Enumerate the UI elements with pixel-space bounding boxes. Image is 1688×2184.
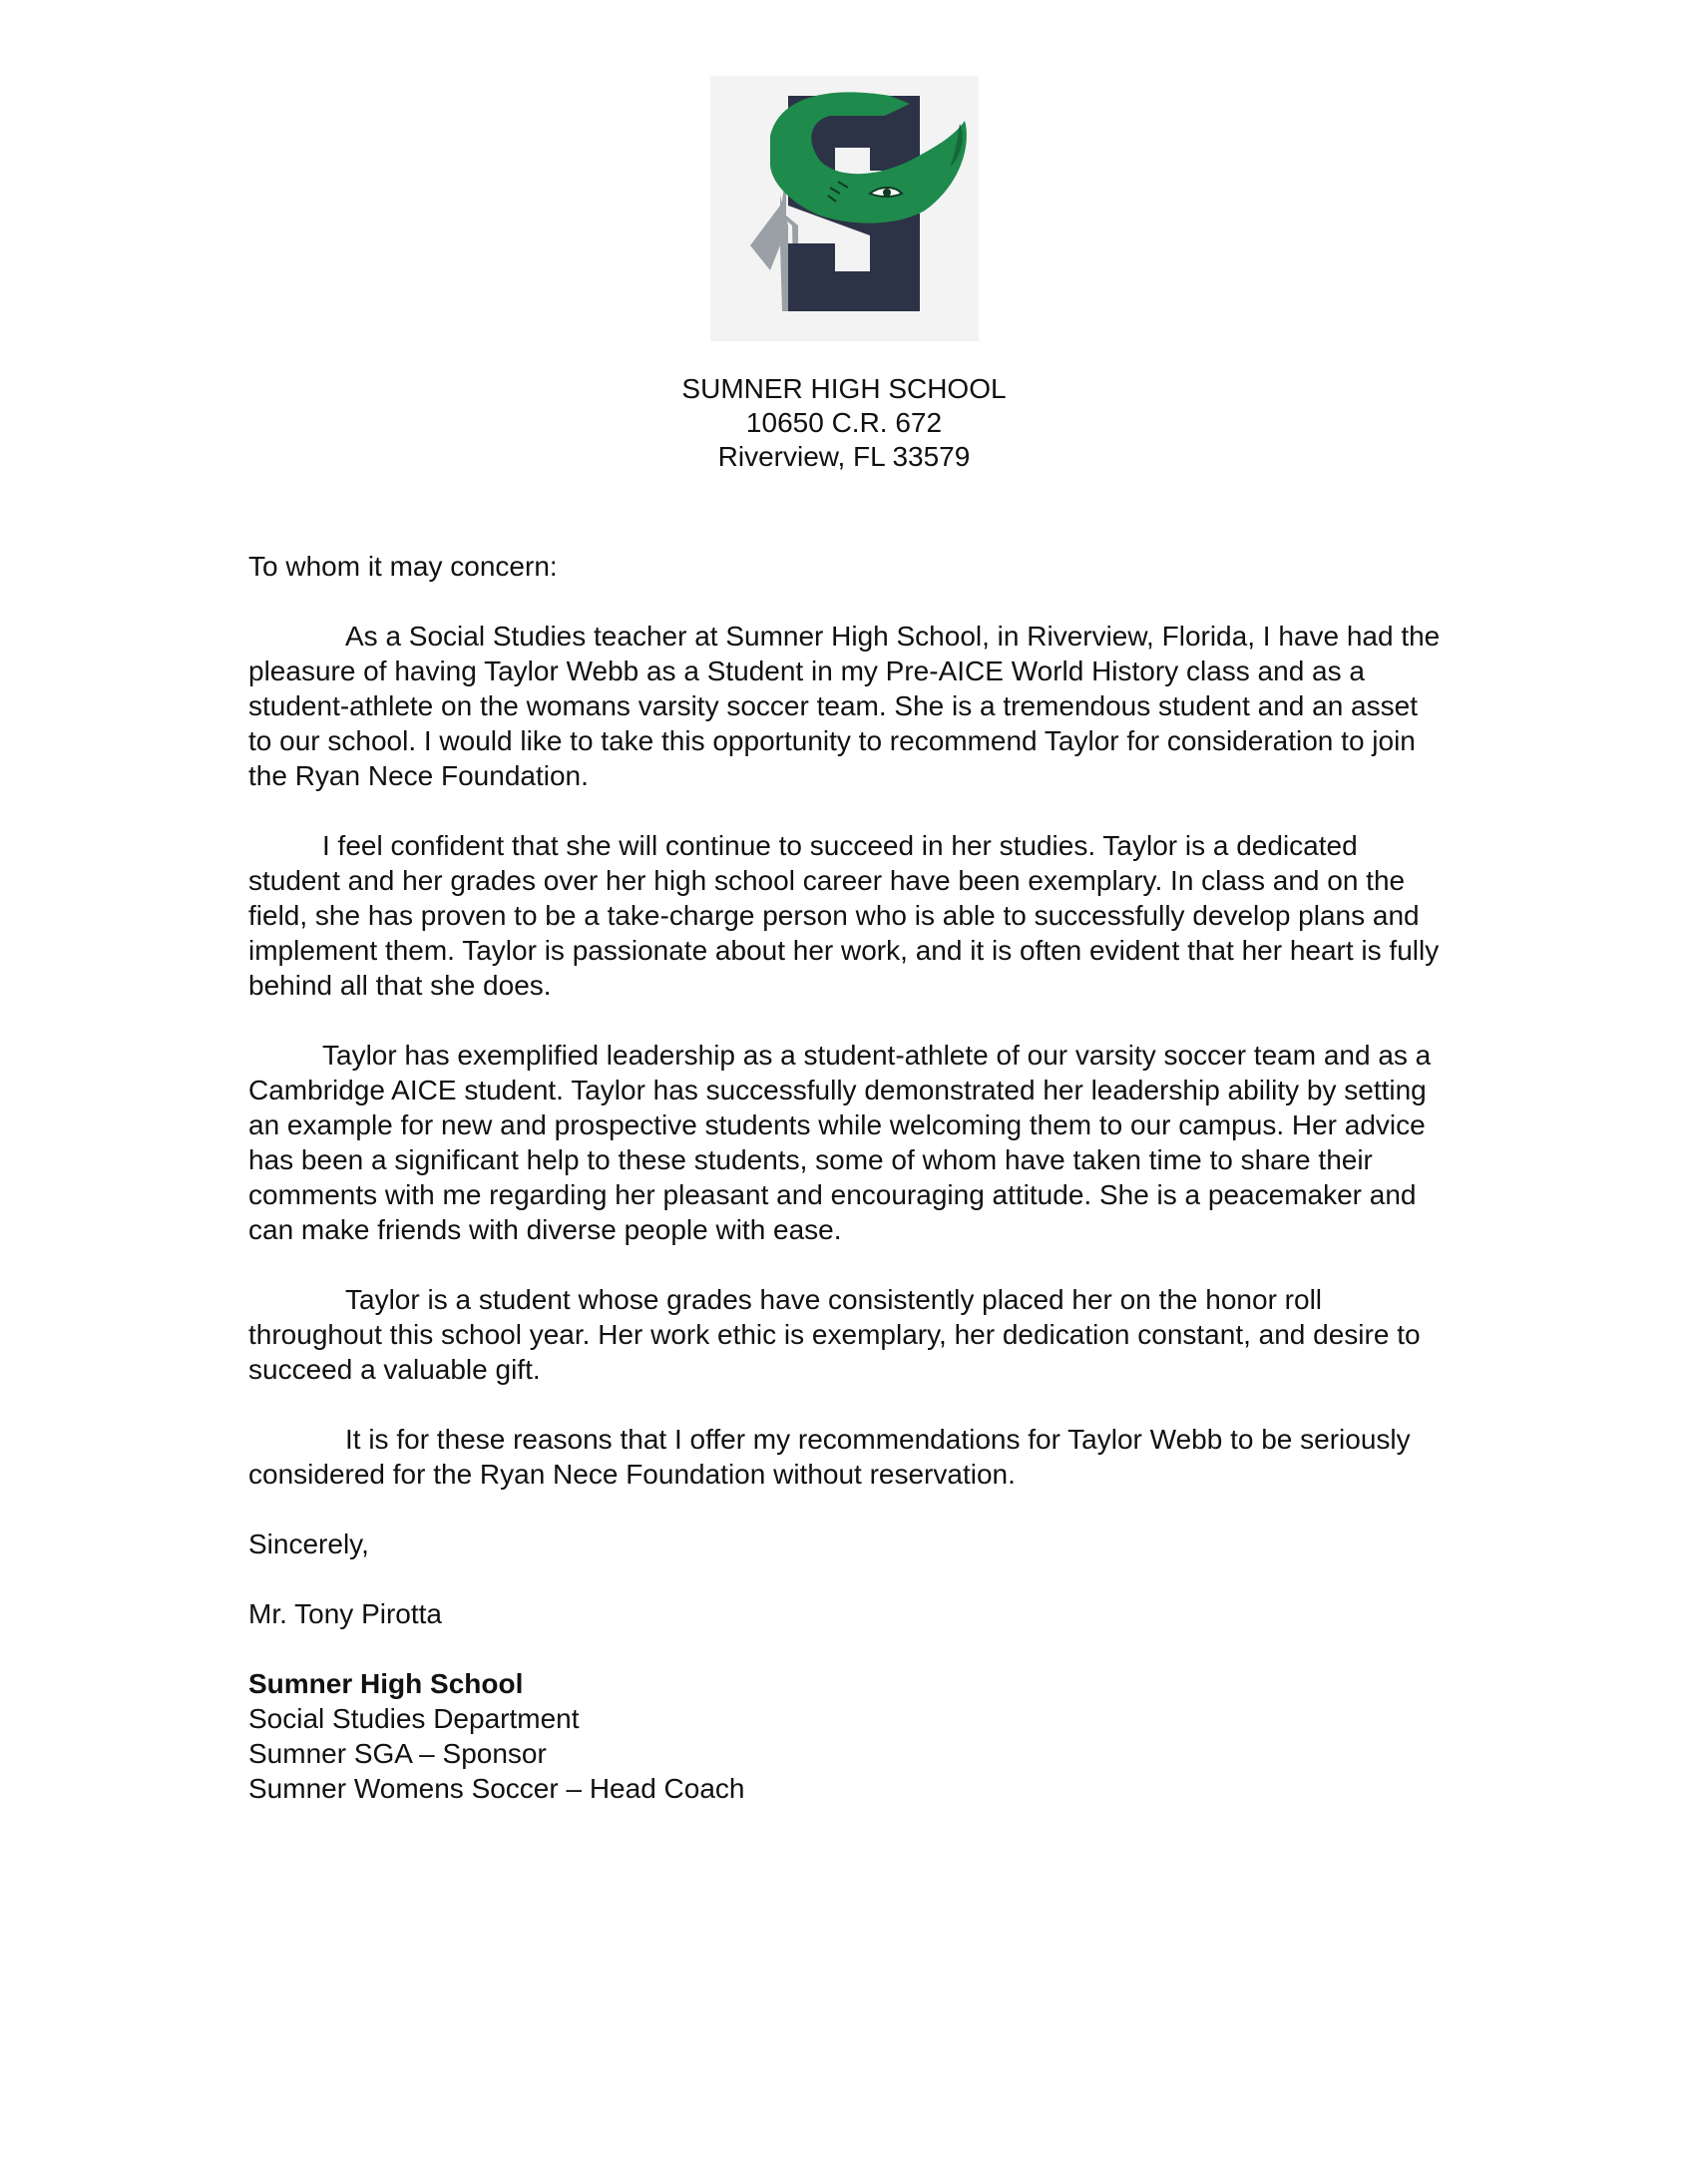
signature-line-department: Social Studies Department: [248, 1703, 580, 1734]
school-address: 10650 C.R. 672: [745, 407, 943, 438]
school-logo: [710, 76, 979, 341]
letter-body: [248, 549, 1446, 1806]
letterhead: [0, 372, 1688, 474]
closing: Sincerely,: [248, 1529, 369, 1559]
salutation: To whom it may concern:: [248, 551, 558, 582]
paragraph-3: Taylor has exemplified leadership as a student-athlete of our varsity soccer team and as a Cambridge AICE student. Taylor has successfully demonstrated her leadership ability by setting an example for new and prospective students while welcoming them to our campus. Her advice has been a significant help to these students, some of whom have taken time to share their comments with me regarding her pleasant and encouraging attitude. She is a peacemaker and can make friends with diverse people with ease.: [248, 1040, 1432, 1245]
paragraph-5: It is for these reasons that I offer my recommendations for Taylor Webb to be seriously considered for the Ryan Nece Foundation without reservation.: [248, 1424, 1411, 1490]
school-s-logo-icon: [710, 76, 979, 341]
signer-name: Mr. Tony Pirotta: [248, 1598, 443, 1629]
school-city: Riverview, FL 33579: [717, 441, 971, 472]
signature-line-coach: Sumner Womens Soccer – Head Coach: [248, 1773, 745, 1804]
paragraph-2: I feel confident that she will continue to succeed in her studies. Taylor is a dedicated student and her grades over her high school career have been exemplary. In class and on the field, she has proven to be a take-charge person who is able to successfully develop plans and implement them. Taylor is passionate about her work, and it is often evident that her heart is fully behind all that she does.: [248, 830, 1440, 1001]
paragraph-4: Taylor is a student whose grades have consistently placed her on the honor roll throughout this school year. Her work ethic is exemplary, her dedication constant, and desire to succeed a valuable gift.: [248, 1284, 1421, 1385]
paragraph-1: As a Social Studies teacher at Sumner High School, in Riverview, Florida, I have had the pleasure of having Taylor Webb as a Student in my Pre-AICE World History class and as a student-athlete on the womans varsity soccer team. She is a tremendous student and an asset to our school. I would like to take this opportunity to recommend Taylor for consideration to join the Ryan Nece Foundation.: [248, 621, 1441, 791]
signature-org: Sumner High School: [248, 1668, 524, 1699]
school-name: SUMNER HIGH SCHOOL: [681, 373, 1007, 404]
signature-line-sga: Sumner SGA – Sponsor: [248, 1738, 547, 1769]
